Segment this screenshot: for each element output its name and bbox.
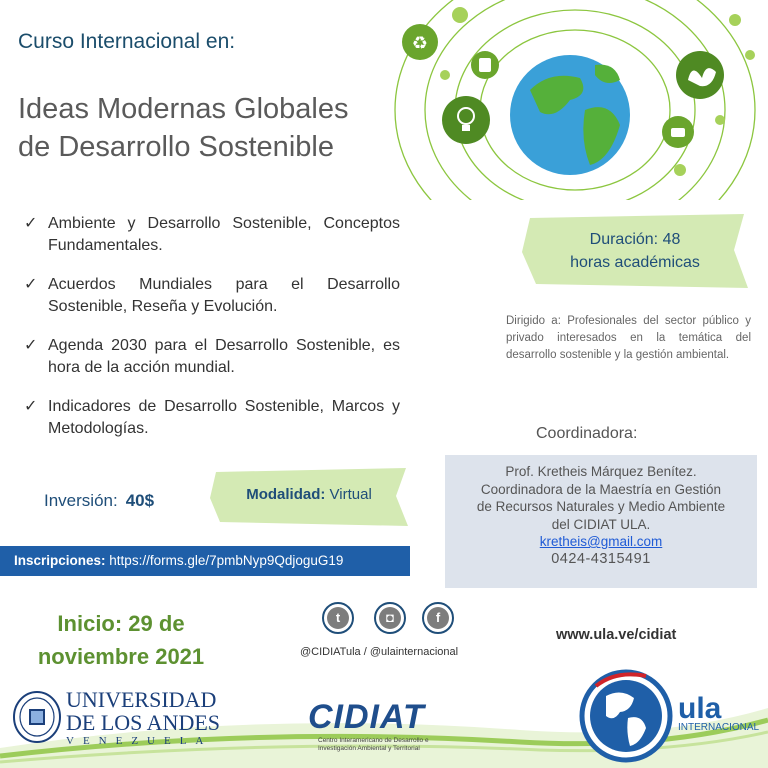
modality-value: Virtual <box>329 486 372 503</box>
ula-logo-line2: DE LOS ANDES <box>66 710 221 735</box>
modality-label: Modalidad: <box>246 486 326 503</box>
ula-seal-logo <box>12 690 62 744</box>
start-line1: Inicio: 29 de <box>57 611 185 636</box>
check-icon: ✓ <box>24 337 38 354</box>
topic-text: Indicadores de Desarrollo Sostenible, Marcos y Metodologías. <box>48 398 400 437</box>
ula-internacional-logo: ula <box>678 692 722 725</box>
registration-bar[interactable] <box>0 546 410 576</box>
topic-text: Ambiente y Desarrollo Sostenible, Conceptos Fundamentales. <box>48 215 400 254</box>
investment-label: Inversión: <box>44 491 118 510</box>
coordinator-email-link[interactable]: kretheis@gmail.com <box>539 534 663 549</box>
list-item <box>24 213 400 257</box>
list-item <box>24 335 400 379</box>
twitter-icon[interactable]: t <box>322 602 354 634</box>
topic-list <box>24 213 400 457</box>
registration-label: Inscripciones: <box>14 553 106 568</box>
duration-line1: Duración: 48 <box>589 231 681 248</box>
check-icon: ✓ <box>24 215 38 232</box>
lightbulb-icon <box>442 96 490 144</box>
course-label: Curso Internacional en: <box>18 30 236 53</box>
list-item <box>24 396 400 440</box>
registration-link[interactable]: https://forms.gle/7pmbNyp9QdjoguG19 <box>109 553 344 568</box>
coordinator-role-line3: del CIDIAT ULA. <box>551 516 651 532</box>
ula-logo-line3: VENEZUELA <box>66 735 213 747</box>
course-title <box>18 90 398 166</box>
modality-badge <box>210 468 408 526</box>
ula-logo-text <box>66 688 220 747</box>
instagram-icon[interactable]: ◘ <box>374 602 406 634</box>
social-handles: @CIDIATula / @ulainternacional <box>300 646 459 658</box>
check-icon: ✓ <box>24 276 38 293</box>
course-title-line1: Ideas Modernas Globales <box>18 93 349 125</box>
coordinator-role-line2: de Recursos Naturales y Medio Ambiente <box>476 499 726 514</box>
globe-illustration <box>380 0 768 200</box>
coordinator-role-line1: Coordinadora de la Maestría en Gestión <box>480 481 722 497</box>
website-link[interactable]: www.ula.ve/cidiat <box>556 627 677 643</box>
ula-logo-line1: UNIVERSIDAD <box>66 687 217 712</box>
coordinator-name: Prof. Kretheis Márquez Benítez. <box>505 464 697 479</box>
leaves-icon <box>676 51 724 99</box>
coordinator-phone: 0424-4315491 <box>551 550 651 567</box>
target-audience: Dirigido a: Profesionales del sector público y privado interesados en la temática del desarrollo sostenible y la gestión ambiental. <box>506 315 751 361</box>
coordinator-box <box>445 455 757 588</box>
social-icons <box>322 600 457 636</box>
topic-text: Acuerdos Mundiales para el Desarrollo Sostenible, Reseña y Evolución. <box>48 276 400 315</box>
cidiat-subtitle: Centro Interamericano de Desarrollo e Investigación Ambiental y Territorial <box>318 737 429 752</box>
investment-value: 40$ <box>125 491 155 510</box>
cidiat-logo: CIDIAT <box>308 698 425 736</box>
course-title-line2: de Desarrollo Sostenible <box>18 131 334 163</box>
facebook-icon[interactable]: f <box>422 602 454 634</box>
svg-text:♻: ♻ <box>411 33 429 54</box>
topic-text: Agenda 2030 para el Desarrollo Sostenible, es hora de la acción mundial. <box>48 337 400 376</box>
investment <box>44 491 154 511</box>
start-line2: noviembre 2021 <box>37 644 205 669</box>
ula-internacional-subtitle: INTERNACIONAL <box>678 722 760 733</box>
coordinator-heading: Coordinadora: <box>536 425 638 442</box>
check-icon: ✓ <box>24 398 38 415</box>
duration-badge <box>522 214 748 288</box>
duration-line2: horas académicas <box>570 254 700 271</box>
start-date <box>14 607 228 673</box>
list-item <box>24 274 400 318</box>
ula-internacional-globe-logo <box>576 666 676 766</box>
